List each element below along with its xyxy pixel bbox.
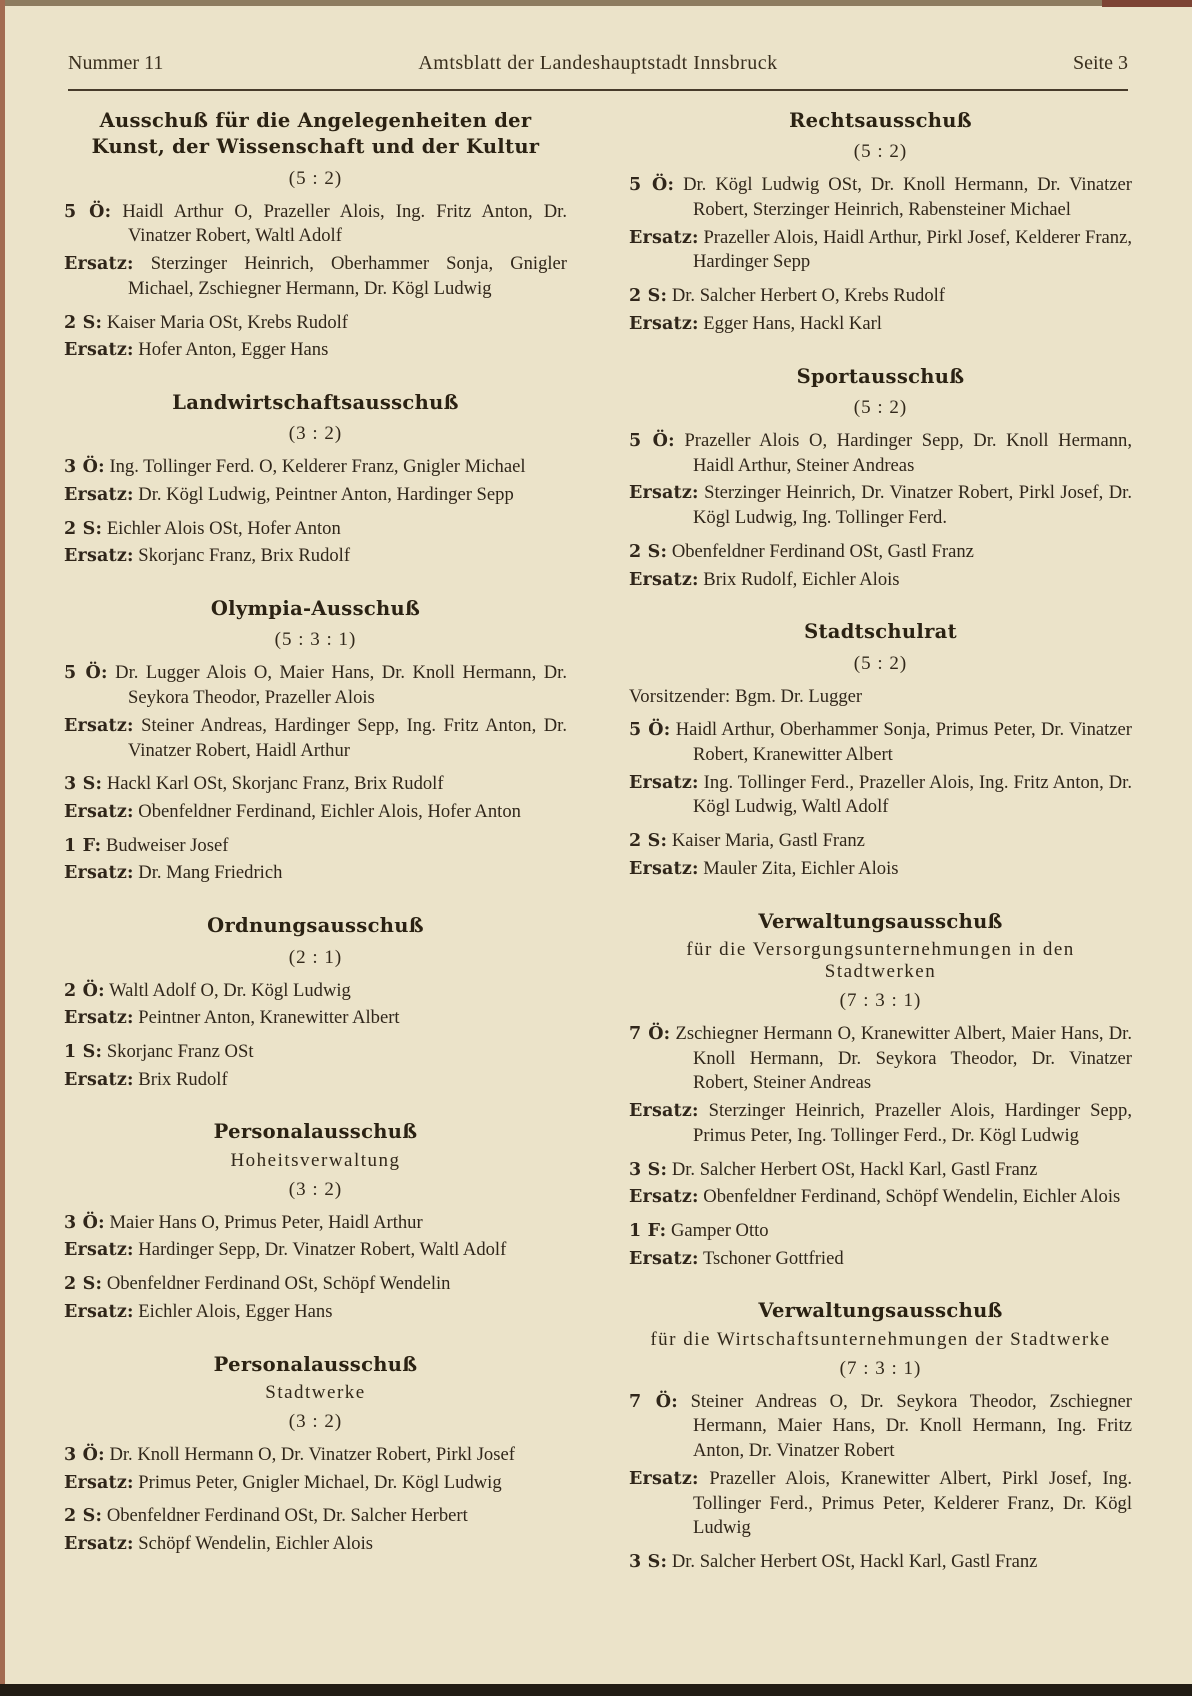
entry-label: Ersatz: — [629, 1248, 699, 1269]
entry-names: Prazeller Alois, Haidl Arthur, Pirkl Josef, Kelderer Franz, Hardinger Sepp — [693, 226, 1132, 273]
entry-names: Ing. Tollinger Ferd., Prazeller Alois, Ing. Fritz Anton, Dr. Kögl Ludwig, Waltl Adolf — [693, 771, 1132, 818]
section-title: Landwirtschaftsausschuß — [172, 390, 459, 414]
entry-label: 3 S: — [629, 1159, 668, 1180]
member-entry — [629, 429, 1132, 478]
entry-label: Ersatz: — [64, 1472, 134, 1493]
entry-label: Ersatz: — [629, 313, 699, 334]
entry-names: Maier Hans O, Primus Peter, Haidl Arthur — [109, 1211, 423, 1233]
member-entry — [629, 1158, 1132, 1183]
entry-label: Ersatz: — [64, 1069, 134, 1090]
section-title: Ausschuß für die Angelegenheiten der Kunst, der Wissenschaft und der Kultur — [91, 109, 540, 159]
committee-section — [64, 1352, 567, 1557]
member-entry — [64, 1300, 567, 1325]
member-entry — [629, 718, 1132, 767]
committee-section — [64, 1119, 567, 1324]
entry-label: Ersatz: — [64, 254, 134, 275]
member-entry — [629, 481, 1132, 530]
section-entries — [64, 1443, 567, 1557]
column-right — [629, 100, 1132, 1575]
entry-label: Ersatz: — [64, 715, 134, 736]
member-entry — [629, 312, 1132, 337]
committee-section — [629, 364, 1132, 593]
section-subtitle: für die Wirtschaftsunternehmungen der Stadtwerke — [650, 1328, 1111, 1350]
entry-names: Ing. Tollinger Ferd. O, Kelderer Franz, Gnigler Michael — [109, 456, 526, 478]
scan-edge-bottom — [0, 1684, 1192, 1696]
committee-section — [629, 619, 1132, 881]
entry-names: Hofer Anton, Egger Hans — [138, 339, 329, 361]
entry-label: 5 Ö: — [64, 663, 108, 684]
scan-edge-left — [0, 0, 5, 1696]
member-entry — [629, 568, 1132, 593]
scan-edge-corner — [1102, 0, 1192, 7]
entry-names: Sterzinger Heinrich, Prazeller Alois, Hardinger Sepp, Primus Peter, Ing. Tollinger Ferd., Dr. Kögl Ludwig — [693, 1100, 1132, 1146]
entry-names: Dr. Salcher Herbert O, Krebs Rudolf — [671, 285, 945, 307]
entry-label: Ersatz: — [64, 340, 134, 361]
section-entries — [64, 661, 567, 886]
entry-names: Dr. Knoll Hermann O, Dr. Vinatzer Robert, Pirkl Josef — [109, 1443, 515, 1465]
member-entry — [629, 857, 1132, 882]
section-title: Verwaltungsausschuß — [758, 909, 1003, 933]
member-entry — [629, 1022, 1132, 1096]
section-ratio: (2 : 1) — [288, 946, 343, 968]
entry-label: Ersatz: — [64, 1301, 134, 1322]
entry-names: Obenfeldner Ferdinand OSt, Gastl Franz — [671, 540, 974, 562]
section-ratio: (5 : 2) — [853, 141, 908, 163]
entry-names: Dr. Salcher Herbert OSt, Hackl Karl, Gastl Franz — [671, 1551, 1038, 1572]
member-entry — [629, 685, 1132, 710]
entry-names: Waltl Adolf O, Dr. Kögl Ludwig — [109, 979, 351, 1001]
entry-names: Peintner Anton, Kranewitter Albert — [138, 1007, 400, 1029]
section-title: Personalausschuß — [213, 1120, 418, 1144]
page-content — [64, 100, 1132, 1575]
section-ratio: (7 : 3 : 1) — [839, 989, 922, 1011]
entry-label: 2 S: — [64, 1506, 103, 1527]
member-entry — [64, 517, 567, 542]
section-ratio: (3 : 2) — [288, 423, 343, 445]
member-entry — [64, 661, 567, 710]
entry-label: Ersatz: — [629, 1101, 699, 1122]
entry-label: 2 S: — [64, 518, 103, 539]
member-entry — [64, 483, 567, 508]
issue-number: Nummer 11 — [68, 52, 164, 74]
entry-names: Schöpf Wendelin, Eichler Alois — [138, 1533, 373, 1555]
entry-names: Hackl Karl OSt, Skorjanc Franz, Brix Rudolf — [106, 773, 444, 795]
member-entry — [629, 829, 1132, 854]
entry-label: 2 S: — [64, 1274, 103, 1295]
member-entry — [629, 1467, 1132, 1541]
scan-edge-top — [0, 0, 1192, 6]
entry-label: 3 S: — [629, 1552, 668, 1572]
section-title: Rechtsausschuß — [789, 109, 972, 132]
entry-label: Ersatz: — [64, 1240, 134, 1261]
member-entry — [64, 1471, 567, 1496]
entry-label: Vorsitzender: — [629, 685, 731, 707]
section-ratio: (5 : 3 : 1) — [274, 629, 357, 651]
member-entry — [629, 1390, 1132, 1464]
entry-names: Dr. Salcher Herbert OSt, Hackl Karl, Gastl Franz — [671, 1158, 1038, 1180]
section-entries — [629, 429, 1132, 592]
entry-label: 2 S: — [64, 312, 103, 333]
member-entry — [629, 1247, 1132, 1272]
entry-label: 1 F: — [629, 1220, 667, 1241]
member-entry — [629, 226, 1132, 275]
entry-names: Mauler Zita, Eichler Alois — [703, 857, 899, 879]
entry-label: 5 Ö: — [629, 430, 675, 451]
entry-label: Ersatz: — [64, 484, 134, 505]
entry-names: Obenfeldner Ferdinand, Eichler Alois, Hofer Anton — [138, 801, 521, 823]
member-entry — [64, 311, 567, 336]
entry-label: Ersatz: — [629, 483, 699, 504]
member-entry — [64, 1504, 567, 1529]
committee-section — [629, 108, 1132, 337]
entry-label: 5 Ö: — [64, 201, 112, 222]
page-header — [68, 52, 1128, 91]
entry-label: 2 S: — [629, 286, 668, 307]
entry-label: 7 Ö: — [629, 1023, 671, 1044]
entry-names: Obenfeldner Ferdinand OSt, Dr. Salcher Herbert — [106, 1505, 468, 1527]
committee-section — [64, 390, 567, 569]
entry-names: Dr. Mang Friedrich — [138, 862, 283, 884]
entry-names: Zschiegner Hermann O, Kranewitter Albert, Maier Hans, Dr. Knoll Hermann, Dr. Seykora Theodor, Dr. Vinatzer Robert, Steiner Andreas — [675, 1022, 1132, 1094]
section-entries — [629, 1390, 1132, 1575]
entry-label: 2 S: — [629, 831, 668, 852]
member-entry — [64, 979, 567, 1004]
entry-names: Prazeller Alois, Kranewitter Albert, Pirkl Josef, Ing. Tollinger Ferd., Primus Peter, Kelderer Franz, Dr. Kögl Ludwig — [693, 1467, 1132, 1539]
entry-label: Ersatz: — [64, 1534, 134, 1555]
member-entry — [64, 834, 567, 859]
entry-label: Ersatz: — [629, 772, 699, 793]
entry-label: 5 Ö: — [629, 720, 671, 741]
entry-names: Eichler Alois OSt, Hofer Anton — [106, 517, 341, 539]
entry-label: Ersatz: — [629, 1468, 699, 1489]
committee-section — [64, 108, 567, 363]
entry-label: Ersatz: — [64, 802, 134, 823]
entry-label: Ersatz: — [64, 1008, 134, 1029]
member-entry — [64, 1040, 567, 1065]
entry-label: 2 Ö: — [64, 980, 105, 1001]
committee-section — [629, 1298, 1132, 1574]
entry-names: Egger Hans, Hackl Karl — [703, 312, 882, 334]
section-ratio: (3 : 2) — [288, 1178, 343, 1200]
section-ratio: (5 : 2) — [288, 167, 343, 189]
entry-label: 3 Ö: — [64, 1212, 105, 1233]
entry-label: 1 S: — [64, 1041, 103, 1062]
entry-names: Haidl Arthur O, Prazeller Alois, Ing. Fritz Anton, Dr. Vinatzer Robert, Waltl Adolf — [122, 200, 567, 247]
member-entry — [64, 338, 567, 363]
section-entries — [629, 685, 1132, 882]
section-subtitle: Hoheitsverwaltung — [230, 1149, 401, 1171]
member-entry — [629, 1099, 1132, 1148]
entry-label: Ersatz: — [64, 546, 134, 567]
member-entry — [64, 1006, 567, 1031]
section-ratio: (5 : 2) — [853, 396, 908, 418]
entry-names: Eichler Alois, Egger Hans — [138, 1300, 333, 1322]
member-entry — [64, 200, 567, 249]
member-entry — [629, 1550, 1132, 1575]
entry-label: Ersatz: — [629, 1187, 699, 1208]
entry-names: Hardinger Sepp, Dr. Vinatzer Robert, Waltl Adolf — [138, 1239, 507, 1261]
entry-names: Steiner Andreas O, Dr. Seykora Theodor, Zschiegner Hermann, Maier Hans, Dr. Knoll Hermann, Ing. Fritz Anton, Dr. Vinatzer Robert — [690, 1390, 1132, 1462]
entry-label: 5 Ö: — [629, 175, 675, 196]
entry-label: Ersatz: — [629, 227, 699, 248]
entry-label: 3 S: — [64, 774, 103, 795]
member-entry — [64, 1532, 567, 1557]
member-entry — [629, 540, 1132, 565]
entry-label: 3 Ö: — [64, 457, 105, 478]
column-left — [64, 100, 567, 1575]
committee-section — [629, 909, 1132, 1272]
member-entry — [64, 1443, 567, 1468]
entry-names: Brix Rudolf — [138, 1068, 228, 1090]
member-entry — [64, 1068, 567, 1093]
entry-names: Bgm. Dr. Lugger — [735, 685, 863, 707]
member-entry — [629, 1219, 1132, 1244]
member-entry — [64, 714, 567, 763]
member-entry — [64, 1238, 567, 1263]
entry-names: Sterzinger Heinrich, Oberhammer Sonja, Gnigler Michael, Zschiegner Hermann, Dr. Kögl Ludwig — [128, 253, 567, 299]
entry-label: 7 Ö: — [629, 1391, 678, 1412]
section-entries — [64, 455, 567, 569]
section-title: Sportausschuß — [796, 364, 965, 388]
section-entries — [64, 1211, 567, 1325]
entry-label: 2 S: — [629, 541, 668, 562]
entry-names: Obenfeldner Ferdinand OSt, Schöpf Wendelin — [106, 1273, 451, 1295]
section-entries — [629, 1022, 1132, 1271]
committee-section — [64, 913, 567, 1092]
entry-names: Haidl Arthur, Oberhammer Sonja, Primus Peter, Dr. Vinatzer Robert, Kranewitter Albert — [675, 719, 1133, 765]
section-ratio: (5 : 2) — [853, 652, 908, 674]
entry-names: Skorjanc Franz, Brix Rudolf — [138, 545, 351, 567]
section-title: Ordnungsausschuß — [207, 914, 424, 938]
entry-names: Budweiser Josef — [106, 834, 229, 856]
entry-label: Ersatz: — [629, 858, 699, 879]
committee-section — [64, 596, 567, 886]
entry-names: Kaiser Maria, Gastl Franz — [671, 830, 865, 852]
entry-names: Sterzinger Heinrich, Dr. Vinatzer Robert, Pirkl Josef, Dr. Kögl Ludwig, Ing. Tollinger Ferd. — [693, 482, 1132, 529]
member-entry — [64, 455, 567, 480]
entry-names: Steiner Andreas, Hardinger Sepp, Ing. Fritz Anton, Dr. Vinatzer Robert, Haidl Arthur — [128, 714, 567, 761]
entry-names: Primus Peter, Gnigler Michael, Dr. Kögl Ludwig — [138, 1471, 502, 1493]
member-entry — [629, 771, 1132, 820]
member-entry — [629, 284, 1132, 309]
member-entry — [64, 772, 567, 797]
entry-label: 1 F: — [64, 835, 102, 856]
section-entries — [629, 173, 1132, 336]
page-number: Seite 3 — [1073, 52, 1128, 74]
section-subtitle: Stadtwerke — [265, 1381, 366, 1403]
entry-names: Skorjanc Franz OSt — [106, 1040, 254, 1062]
section-subtitle: für die Versorgungsunternehmungen in den Stadtwerken — [686, 938, 1075, 982]
member-entry — [64, 1272, 567, 1297]
section-ratio: (7 : 3 : 1) — [839, 1357, 922, 1379]
member-entry — [64, 252, 567, 301]
member-entry — [64, 861, 567, 886]
member-entry — [64, 544, 567, 569]
entry-names: Tschoner Gottfried — [702, 1247, 844, 1269]
entry-names: Gamper Otto — [671, 1219, 769, 1241]
section-title: Personalausschuß — [213, 1352, 418, 1376]
entry-names: Kaiser Maria OSt, Krebs Rudolf — [106, 311, 348, 333]
member-entry — [64, 800, 567, 825]
member-entry — [629, 1185, 1132, 1210]
entry-label: Ersatz: — [629, 569, 699, 590]
entry-label: 3 Ö: — [64, 1444, 105, 1465]
entry-names: Dr. Kögl Ludwig, Peintner Anton, Hardinger Sepp — [138, 483, 514, 505]
section-ratio: (3 : 2) — [288, 1410, 343, 1432]
section-title: Stadtschulrat — [804, 620, 957, 644]
publication-title: Amtsblatt der Landeshauptstadt Innsbruck — [418, 52, 778, 74]
section-entries — [64, 200, 567, 363]
entry-names: Brix Rudolf, Eichler Alois — [703, 568, 900, 590]
section-title: Verwaltungsausschuß — [758, 1299, 1003, 1323]
entry-names: Obenfeldner Ferdinand, Schöpf Wendelin, Eichler Alois — [703, 1186, 1121, 1208]
section-title: Olympia-Ausschuß — [210, 597, 421, 621]
section-entries — [64, 979, 567, 1093]
entry-names: Dr. Kögl Ludwig OSt, Dr. Knoll Hermann, Dr. Vinatzer Robert, Sterzinger Heinrich, Rabensteiner Michael — [683, 174, 1132, 221]
entry-names: Prazeller Alois O, Hardinger Sepp, Dr. Knoll Hermann, Haidl Arthur, Steiner Andreas — [684, 429, 1132, 476]
entry-label: Ersatz: — [64, 863, 134, 884]
entry-names: Dr. Lugger Alois O, Maier Hans, Dr. Knoll Hermann, Dr. Seykora Theodor, Prazeller Alois — [115, 662, 567, 709]
member-entry — [64, 1211, 567, 1236]
member-entry — [629, 173, 1132, 222]
